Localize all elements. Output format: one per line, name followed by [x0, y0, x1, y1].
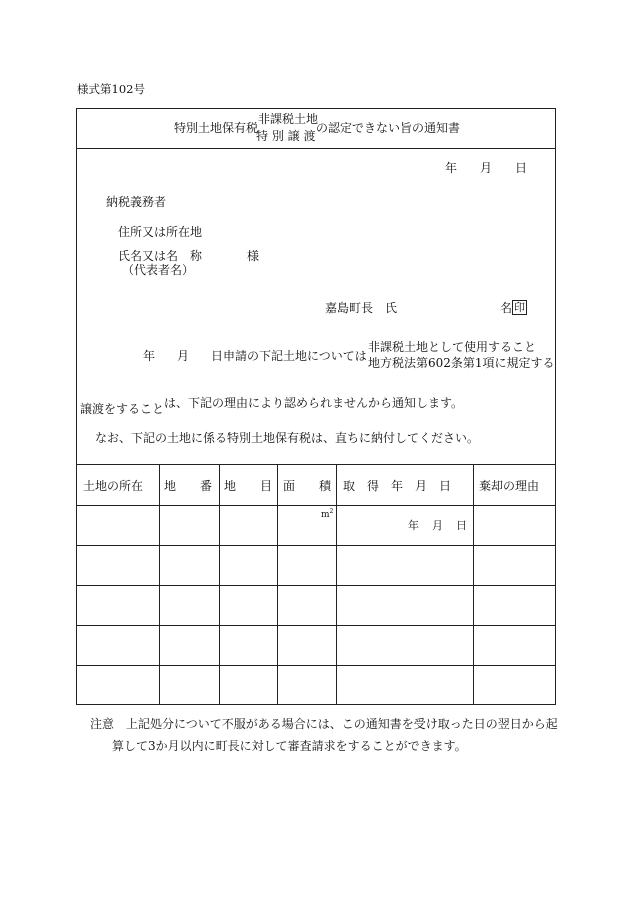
taxpayer-heading: 納税義務者 [106, 195, 167, 209]
option-article-602: 地方税法第602条第1項に規定する [368, 356, 555, 370]
table-column-rule [473, 464, 474, 705]
header-rejection-reason: 棄却の理由 [479, 479, 540, 493]
mayor-title: 嘉島町長 氏 [325, 301, 398, 315]
payment-notice: なお、下記の土地に係る特別土地保有税は、直ちに納付してください。 [95, 431, 480, 445]
request-month-label: 月 [177, 349, 190, 363]
name-label: 氏名又は名 称 [118, 249, 203, 263]
table-column-rule [219, 464, 220, 705]
option-transfer: 譲渡をすること [80, 402, 165, 416]
form-number: 様式第102号 [77, 82, 145, 96]
representative-label: （代表者名） [122, 263, 195, 277]
title-stack-bottom: 特 別 譲 渡 [256, 129, 316, 143]
footnote-line-1: 注意 上記処分について不服がある場合には、この通知書を受け取った日の翌日から起 [90, 717, 558, 731]
date-year-label: 年 [445, 161, 458, 175]
address-label: 住所又は所在地 [118, 225, 203, 239]
honorific: 様 [247, 249, 260, 263]
table-row-rule [76, 625, 556, 626]
table-column-rule [159, 464, 160, 705]
footnote-line-2: 算して3か月以内に町長に対して審査請求をすることができます。 [112, 739, 467, 753]
continuation-text: は、下記の理由により認められませんから通知します。 [164, 396, 464, 410]
option-non-taxable: 非課税土地として使用すること [368, 340, 537, 354]
header-area: 面 積 [283, 479, 332, 493]
seal-mark: 印 [514, 301, 525, 314]
acq-year-label: 年 [408, 519, 419, 532]
mayor-name-suffix: 名 [500, 301, 513, 315]
request-text: 日申請の下記土地については [211, 349, 367, 363]
acq-day-label: 日 [456, 519, 467, 532]
table-header-rule [76, 505, 556, 506]
table-column-rule [336, 464, 337, 705]
table-top-rule [76, 464, 556, 465]
acq-month-label: 月 [432, 519, 443, 532]
table-column-rule [277, 464, 278, 705]
title-stack-top: 非課税土地 [258, 112, 319, 126]
header-lot-number: 地 番 [164, 479, 213, 493]
header-land-category: 地 目 [224, 479, 273, 493]
title-suffix: の認定できない旨の通知書 [316, 121, 461, 135]
area-unit: $m^2$ [321, 508, 334, 520]
request-year-label: 年 [143, 349, 156, 363]
header-acquisition-date: 取 得 年 月 日 [343, 479, 452, 493]
title-prefix: 特別土地保有税 [174, 121, 259, 135]
title-divider [76, 148, 556, 149]
date-month-label: 月 [480, 161, 493, 175]
table-row-rule [76, 545, 556, 546]
table-row-rule [76, 665, 556, 666]
date-day-label: 日 [515, 161, 528, 175]
header-location: 土地の所在 [83, 479, 144, 493]
table-row-rule [76, 585, 556, 586]
